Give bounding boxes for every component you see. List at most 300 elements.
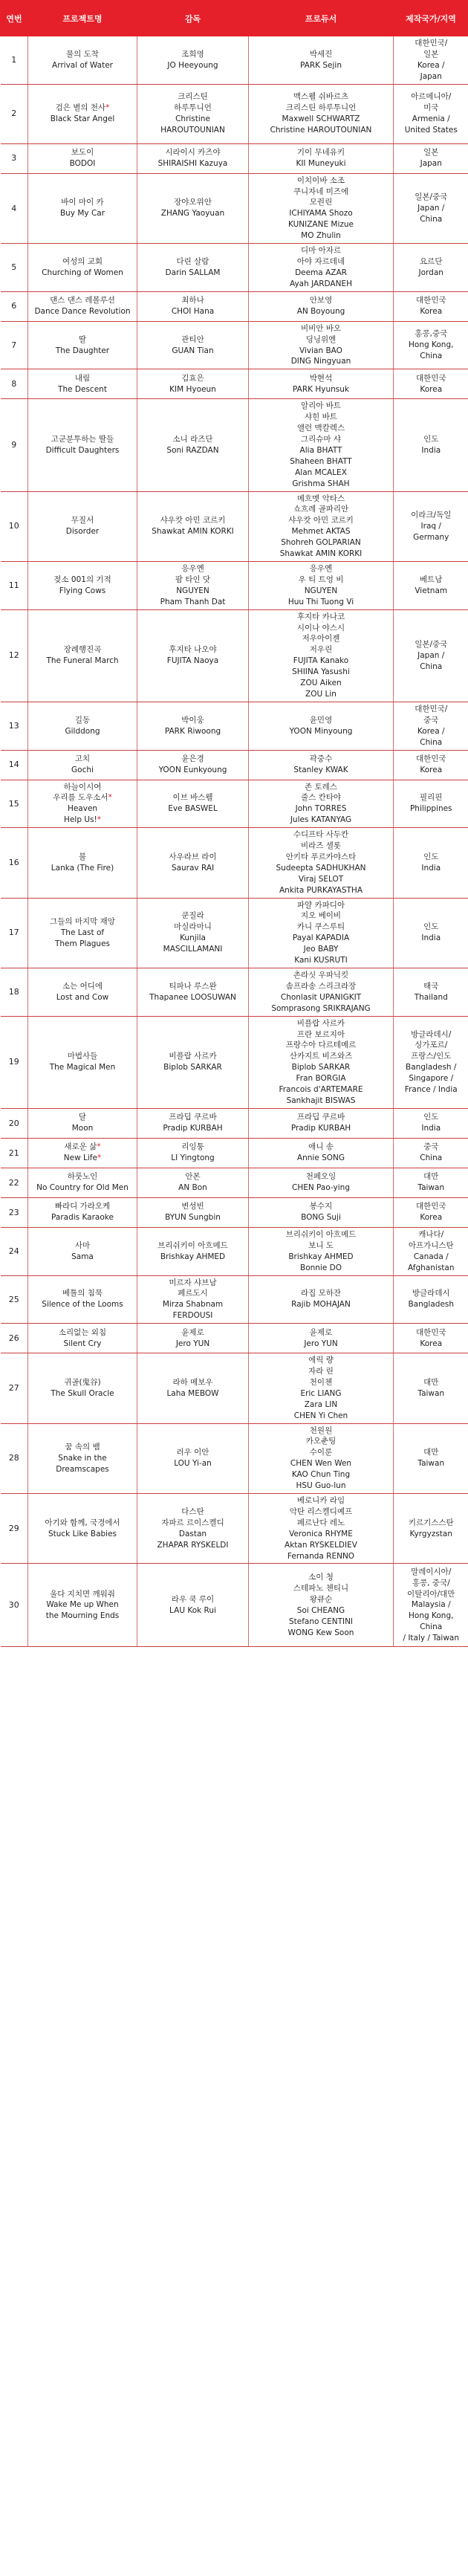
project-title-line: Sama bbox=[71, 1252, 94, 1261]
producer-line: Brishkay AHMED bbox=[288, 1252, 354, 1261]
table-row bbox=[1, 143, 468, 173]
country-cell bbox=[394, 399, 468, 491]
country-line: Malaysia / bbox=[411, 1600, 451, 1610]
country-line: 일본 bbox=[423, 49, 439, 59]
producer-line: PARK Sejin bbox=[300, 60, 342, 70]
director-cell bbox=[137, 1423, 249, 1493]
country-line: China bbox=[420, 1153, 443, 1163]
country-cell bbox=[394, 321, 468, 369]
producer-cell bbox=[249, 321, 394, 369]
country-line: 대만 bbox=[423, 1172, 439, 1182]
table-row bbox=[1, 1227, 468, 1275]
producer-line: 샤우캇 아민 코르키 bbox=[288, 516, 354, 525]
project-title-line: 우리를 도우소서* bbox=[53, 793, 112, 803]
project-title-line: Gochi bbox=[71, 766, 94, 774]
director-line: 라우 쿡 루이 bbox=[171, 1595, 215, 1605]
project-title-cell bbox=[28, 369, 137, 399]
country-line: 아프가니스탄 bbox=[408, 1240, 454, 1250]
table-row bbox=[1, 1275, 468, 1324]
country-cell bbox=[394, 1275, 468, 1324]
country-line: Iraq / bbox=[420, 521, 441, 531]
project-title-line: 하룻노인 bbox=[67, 1172, 98, 1182]
table-row bbox=[1, 491, 468, 561]
country-line: 대한민국 bbox=[415, 373, 446, 383]
country-line: 대한민국 bbox=[415, 1327, 446, 1337]
table-header-row bbox=[1, 1, 468, 36]
director-cell bbox=[137, 780, 249, 828]
producer-line: 후지타 카나코 bbox=[296, 612, 345, 621]
number-cell: 13 bbox=[1, 702, 28, 750]
producer-line: Rajib MOHAJAN bbox=[291, 1300, 351, 1310]
producer-cell bbox=[249, 1016, 394, 1108]
director-line: 사우라브 라이 bbox=[169, 852, 217, 861]
producer-line: 산카지트 비즈와즈 bbox=[289, 1052, 353, 1061]
number-cell: 26 bbox=[1, 1324, 28, 1353]
project-title-cell bbox=[28, 321, 137, 369]
director-line: 리잉퉁 bbox=[181, 1142, 204, 1152]
director-cell bbox=[137, 369, 249, 399]
producer-cell bbox=[249, 1275, 394, 1324]
country-cell bbox=[394, 1353, 468, 1423]
number-cell: 22 bbox=[1, 1168, 28, 1197]
producer-line: Jules KATANYAG bbox=[290, 815, 352, 825]
country-line: Bangladesh / bbox=[406, 1063, 457, 1072]
producer-line: FUJITA Kanako bbox=[293, 656, 349, 666]
number-cell: 6 bbox=[1, 291, 28, 321]
country-line: 아르메니아/ bbox=[411, 92, 452, 102]
producer-cell bbox=[249, 291, 394, 321]
producer-line: 애니 송 bbox=[308, 1142, 334, 1152]
producer-line: Shohreh GOLPARIAN bbox=[281, 538, 361, 548]
country-line: Korea bbox=[420, 384, 443, 394]
producer-line: Chonlasit UPANIGKIT bbox=[280, 992, 362, 1002]
country-line: Singapore / bbox=[409, 1074, 454, 1084]
director-line: 안본 bbox=[185, 1172, 201, 1182]
producer-line: Sudeepta SADHUKHAN bbox=[276, 863, 366, 873]
producer-line: 카니 쿠스루티 bbox=[296, 922, 345, 932]
table-row bbox=[1, 828, 468, 898]
table-row bbox=[1, 291, 468, 321]
country-line: Korea / bbox=[417, 60, 445, 70]
country-line: 대한민국/ bbox=[415, 39, 448, 48]
director-line: PARK Riwoong bbox=[164, 726, 221, 736]
director-line: 최하나 bbox=[181, 296, 204, 305]
director-cell bbox=[137, 321, 249, 369]
asterisk-mark: * bbox=[105, 103, 110, 113]
country-cell bbox=[394, 968, 468, 1017]
country-cell bbox=[394, 1227, 468, 1275]
header-country: 제작국가/지역 bbox=[394, 1, 468, 36]
director-line: 윤은경 bbox=[181, 754, 204, 764]
director-cell bbox=[137, 968, 249, 1017]
producer-line: Pradip KURBAH bbox=[290, 1124, 351, 1133]
table-row bbox=[1, 1197, 468, 1227]
country-cell bbox=[394, 244, 468, 292]
project-title-line: 불 bbox=[78, 852, 87, 861]
producer-line: 모줜린 bbox=[309, 198, 333, 207]
producer-line: 샤힌 바트 bbox=[305, 412, 337, 422]
director-line: 변성빈 bbox=[181, 1202, 204, 1211]
producer-line: 알리아 바트 bbox=[300, 401, 342, 411]
number-cell: 1 bbox=[1, 36, 28, 85]
number-cell: 12 bbox=[1, 609, 28, 702]
producer-line: Fernanda RENNO bbox=[287, 1551, 355, 1561]
director-cell bbox=[137, 1324, 249, 1353]
producer-cell bbox=[249, 609, 394, 702]
producer-cell bbox=[249, 1227, 394, 1275]
director-line: 김효은 bbox=[181, 373, 204, 383]
director-line: NGUYEN bbox=[176, 586, 209, 595]
producer-line: Aktan RYSKELDIEV bbox=[285, 1540, 357, 1550]
project-title-line: 꿈 속의 뱀 bbox=[65, 1442, 100, 1452]
project-title-line: The Last of bbox=[60, 928, 105, 937]
project-title-cell bbox=[28, 828, 137, 898]
table-row bbox=[1, 1353, 468, 1423]
producer-line: 보니 도 bbox=[308, 1240, 334, 1250]
director-cell bbox=[137, 1494, 249, 1564]
producer-line: Bonnie DO bbox=[299, 1263, 342, 1272]
project-title-line: 검은 별의 천사* bbox=[55, 103, 110, 113]
project-title-line: 장례행진곡 bbox=[63, 645, 102, 655]
producer-line: Sankhajit BISWAS bbox=[286, 1096, 356, 1105]
project-title-line: Silent Cry bbox=[63, 1339, 102, 1348]
country-cell bbox=[394, 1197, 468, 1227]
table-row bbox=[1, 321, 468, 369]
table-row bbox=[1, 1168, 468, 1197]
director-line: 소니 라즈단 bbox=[172, 435, 213, 444]
number-cell: 23 bbox=[1, 1197, 28, 1227]
director-cell bbox=[137, 399, 249, 491]
country-line: 이탈리아/대만 bbox=[407, 1589, 455, 1599]
producer-cell bbox=[249, 1564, 394, 1647]
producer-line: 딩닝위엔 bbox=[305, 334, 337, 344]
country-line: Korea bbox=[420, 1339, 443, 1348]
producer-line: 프랑수아 다르테메르 bbox=[285, 1041, 357, 1050]
producer-line: 브리쉬키이 아흐메드 bbox=[285, 1229, 357, 1239]
director-line: 팜 타인 닷 bbox=[175, 575, 211, 584]
producer-line: Stanley KWAK bbox=[293, 766, 348, 774]
producer-line: John TORRES bbox=[295, 804, 347, 814]
producer-line: 안보영 bbox=[309, 296, 333, 305]
table-row bbox=[1, 702, 468, 750]
producer-line: 천페오잉 bbox=[305, 1172, 337, 1182]
director-line: 샤우캇 아민 코르키 bbox=[160, 516, 226, 525]
country-cell bbox=[394, 898, 468, 968]
director-cell bbox=[137, 36, 249, 85]
director-line: 비플랍 사르카 bbox=[169, 1052, 217, 1061]
director-line: 브리쉬키이 아흐메드 bbox=[157, 1240, 228, 1250]
producer-line: KUNIZANE Mizue bbox=[287, 220, 354, 230]
header-producer: 프로듀서 bbox=[249, 1, 394, 36]
producer-line: 수이룬 bbox=[309, 1448, 333, 1457]
producer-line: 소이 청 bbox=[308, 1573, 334, 1582]
country-line: 대만 bbox=[423, 1448, 439, 1457]
director-line: YOON Eunkyoung bbox=[158, 766, 227, 774]
director-line: 자파르 르이스켈디 bbox=[161, 1518, 224, 1527]
project-title-line: 딸 bbox=[78, 334, 87, 344]
director-line: 티파나 루스완 bbox=[169, 981, 217, 991]
producer-cell bbox=[249, 702, 394, 750]
table-row bbox=[1, 750, 468, 780]
country-line: Hong Kong, bbox=[409, 340, 454, 350]
country-line: China bbox=[420, 661, 443, 671]
project-title-cell bbox=[28, 1423, 137, 1493]
project-title-line: The Descent bbox=[58, 384, 107, 394]
producer-line: Alan MCALEX bbox=[295, 467, 347, 477]
country-line: Japan / bbox=[417, 650, 445, 660]
number-cell: 21 bbox=[1, 1138, 28, 1168]
producer-line: Ankita PURKAYASTHA bbox=[279, 885, 363, 895]
project-title-cell bbox=[28, 1275, 137, 1324]
country-line: Taiwan bbox=[417, 1388, 445, 1398]
producer-line: Zara LIN bbox=[304, 1399, 338, 1409]
producer-cell bbox=[249, 1494, 394, 1564]
project-title-cell bbox=[28, 84, 137, 143]
director-line: ZHANG Yaoyuan bbox=[160, 209, 225, 219]
producer-cell bbox=[249, 750, 394, 780]
asterisk-mark: * bbox=[97, 1142, 101, 1152]
project-title-line: Moon bbox=[71, 1124, 94, 1133]
director-line: Eve BASWEL bbox=[168, 804, 218, 814]
producer-line: Ayah JARDANEH bbox=[290, 279, 352, 288]
country-line: 말레이시아/ bbox=[411, 1567, 452, 1576]
project-title-cell bbox=[28, 143, 137, 173]
country-cell bbox=[394, 36, 468, 85]
producer-line: Jeo BABY bbox=[303, 945, 339, 954]
producer-line: 스테파노 첸티니 bbox=[293, 1584, 349, 1593]
producer-line: 비비안 바오 bbox=[300, 323, 342, 333]
asterisk-mark: * bbox=[108, 793, 112, 803]
project-title-line: BODOI bbox=[69, 159, 96, 169]
project-title-cell bbox=[28, 491, 137, 561]
project-title-cell bbox=[28, 780, 137, 828]
producer-cell bbox=[249, 968, 394, 1017]
producer-line: 시이나 야스시 bbox=[296, 623, 345, 632]
country-line: India bbox=[421, 863, 441, 873]
table-row bbox=[1, 898, 468, 968]
project-title-line: Dance Dance Revolution bbox=[34, 307, 131, 317]
producer-line: Huu Thi Tuong Vi bbox=[287, 597, 354, 606]
director-line: 박이웅 bbox=[181, 715, 204, 725]
director-line: 크리스틴 bbox=[178, 92, 208, 102]
producer-line: PARK Hyunsuk bbox=[293, 384, 349, 394]
producer-line: 곽중수 bbox=[309, 754, 333, 764]
country-cell bbox=[394, 1168, 468, 1197]
country-line: 인도 bbox=[423, 922, 439, 932]
country-line: China bbox=[420, 1622, 443, 1632]
number-cell: 11 bbox=[1, 562, 28, 610]
country-line: Taiwan bbox=[417, 1459, 445, 1469]
number-cell: 15 bbox=[1, 780, 28, 828]
project-title-line: 소는 어디에 bbox=[62, 981, 103, 991]
director-line: FUJITA Naoya bbox=[166, 656, 219, 666]
table-row bbox=[1, 1494, 468, 1564]
director-line: Mirza Shabnam bbox=[162, 1300, 224, 1310]
project-title-line: Churching of Women bbox=[42, 268, 123, 277]
producer-line: 자라 린 bbox=[308, 1367, 334, 1376]
producer-cell bbox=[249, 399, 394, 491]
country-line: 대한민국 bbox=[415, 1202, 446, 1211]
table-row bbox=[1, 968, 468, 1017]
director-cell bbox=[137, 1353, 249, 1423]
producer-line: 파얄 카파디아 bbox=[296, 900, 345, 910]
producer-line: ZOU Lin bbox=[305, 689, 337, 699]
producer-line: Annie SONG bbox=[296, 1153, 345, 1163]
director-line: Brishkay AHMED bbox=[160, 1252, 226, 1261]
country-line: India bbox=[421, 1124, 441, 1133]
producer-line: Shaheen BHATT bbox=[290, 456, 352, 466]
project-title-line: 달 bbox=[78, 1113, 87, 1122]
project-title-cell bbox=[28, 968, 137, 1017]
producer-line: 그리슈마 샤 bbox=[300, 435, 342, 444]
country-line: 베트남 bbox=[420, 575, 443, 584]
country-cell bbox=[394, 1324, 468, 1353]
director-cell bbox=[137, 143, 249, 173]
project-title-line: Stuck Like Babies bbox=[48, 1529, 117, 1538]
producer-line: ICHIYAMA Shozo bbox=[289, 209, 353, 219]
country-cell bbox=[394, 1108, 468, 1138]
table-row bbox=[1, 1108, 468, 1138]
director-line: Darin SALLAM bbox=[165, 268, 221, 277]
country-cell bbox=[394, 84, 468, 143]
project-title-line: Wake Me up When bbox=[46, 1600, 119, 1610]
director-line: AN Bon bbox=[178, 1183, 207, 1193]
country-line: 싱가포르/ bbox=[415, 1041, 448, 1050]
producer-line: Christine HAROUTOUNIAN bbox=[270, 126, 372, 135]
project-title-line: 여성의 교회 bbox=[62, 256, 103, 266]
producer-line: 박현석 bbox=[309, 373, 333, 383]
project-title-line: Difficult Daughters bbox=[45, 445, 120, 455]
producer-line: 박세진 bbox=[309, 49, 333, 59]
project-title-cell bbox=[28, 1227, 137, 1275]
producer-line: SHIINA Yasushi bbox=[292, 667, 350, 677]
director-cell bbox=[137, 244, 249, 292]
director-line: SHIRAISHI Kazuya bbox=[157, 159, 228, 169]
director-line: MASCILLAMANI bbox=[163, 945, 223, 954]
number-cell: 25 bbox=[1, 1275, 28, 1324]
project-title-line: the Mourning Ends bbox=[45, 1611, 120, 1621]
producer-line: NGUYEN bbox=[304, 586, 338, 595]
producer-cell bbox=[249, 143, 394, 173]
producer-line: HSU Guo-lun bbox=[296, 1481, 346, 1491]
producer-line: Fran BORGIA bbox=[296, 1074, 346, 1084]
director-line: GUAN Tian bbox=[172, 346, 214, 355]
director-line: HAROUTOUNIAN bbox=[160, 126, 225, 135]
director-cell bbox=[137, 702, 249, 750]
producer-cell bbox=[249, 173, 394, 243]
country-cell bbox=[394, 1016, 468, 1108]
director-line: Biplob SARKAR bbox=[163, 1063, 222, 1072]
producer-line: 프라딥 쿠르바 bbox=[296, 1113, 345, 1122]
project-title-cell bbox=[28, 1168, 137, 1197]
country-line: France / India bbox=[404, 1085, 458, 1095]
producer-line: 페르난다 레노 bbox=[296, 1518, 345, 1527]
project-title-line: 고치 bbox=[74, 754, 91, 764]
project-title-line: The Magical Men bbox=[49, 1063, 116, 1072]
producer-line: CHEN Pao-ying bbox=[291, 1183, 351, 1193]
country-line: 홍콩, 중국/ bbox=[412, 1578, 450, 1588]
country-line: China bbox=[420, 214, 443, 224]
director-line: 쿤질라 bbox=[181, 911, 204, 921]
producer-line: 윤제로 bbox=[309, 1327, 333, 1337]
country-line: Philippines bbox=[409, 804, 452, 814]
country-line: Japan bbox=[420, 71, 442, 81]
country-cell bbox=[394, 1494, 468, 1564]
number-cell: 18 bbox=[1, 968, 28, 1017]
header-director: 감독 bbox=[137, 1, 249, 36]
number-cell: 14 bbox=[1, 750, 28, 780]
producer-line: CHEN Yi Chen bbox=[293, 1411, 348, 1420]
producer-line: 아야 자르데네 bbox=[296, 256, 345, 266]
number-cell: 7 bbox=[1, 321, 28, 369]
director-line: Dastan bbox=[178, 1529, 207, 1538]
director-cell bbox=[137, 609, 249, 702]
project-title-line: 베틀의 침묵 bbox=[62, 1289, 103, 1298]
country-line: Thailand bbox=[414, 992, 448, 1002]
producer-line: 윤민영 bbox=[309, 715, 333, 725]
producer-line: KII Muneyuki bbox=[296, 159, 346, 169]
director-line: BYUN Sungbin bbox=[165, 1213, 221, 1223]
country-line: Armenia / bbox=[412, 114, 450, 124]
country-line: Kyrgyzstan bbox=[409, 1529, 453, 1538]
country-cell bbox=[394, 562, 468, 610]
country-line: Canada / bbox=[413, 1252, 449, 1261]
country-line: Japan / bbox=[417, 203, 445, 213]
producer-line: MO Zhulin bbox=[301, 231, 341, 241]
producer-line: BONG Suji bbox=[301, 1213, 341, 1223]
country-line: Jordan bbox=[418, 268, 443, 277]
director-line: 윤제로 bbox=[181, 1327, 204, 1337]
director-line: Jero YUN bbox=[175, 1339, 210, 1348]
country-line: Taiwan bbox=[417, 1183, 445, 1193]
country-line: 인도 bbox=[423, 1113, 439, 1122]
director-line: 시라이시 카즈야 bbox=[165, 148, 221, 158]
producer-line: 쿠니자네 미즈에 bbox=[293, 187, 349, 196]
project-title-line: 고군분투하는 딸들 bbox=[51, 435, 114, 444]
country-line: 키르기스스탄 bbox=[408, 1518, 454, 1527]
project-title-line: 댄스 댄스 레볼루션 bbox=[50, 296, 115, 305]
project-title-cell bbox=[28, 1197, 137, 1227]
country-line: 일본/중국 bbox=[415, 192, 448, 201]
director-line: Saurav RAI bbox=[171, 863, 215, 873]
director-line: Thapanee LOOSUWAN bbox=[149, 992, 236, 1002]
project-title-line: 바이 마이 카 bbox=[61, 198, 104, 207]
producer-line: 우 티 트엉 비 bbox=[298, 575, 344, 584]
producer-cell bbox=[249, 1108, 394, 1138]
project-title-line: No Country for Old Men bbox=[36, 1183, 129, 1193]
number-cell: 9 bbox=[1, 399, 28, 491]
producer-cell bbox=[249, 898, 394, 968]
director-cell bbox=[137, 1197, 249, 1227]
producer-line: Jero YUN bbox=[304, 1339, 338, 1348]
project-title-cell bbox=[28, 609, 137, 702]
director-cell bbox=[137, 84, 249, 143]
country-line: China bbox=[420, 351, 443, 360]
project-title-line: Dreamscapes bbox=[56, 1464, 109, 1474]
director-line: CHOI Hana bbox=[171, 307, 215, 317]
country-line: 미국 bbox=[423, 103, 439, 113]
director-line: 후지타 나오야 bbox=[169, 645, 217, 655]
project-title-line: Lost and Cow bbox=[56, 992, 109, 1002]
country-cell bbox=[394, 1138, 468, 1168]
project-title-line: 새로운 삶* bbox=[64, 1142, 101, 1152]
director-line: Laha MEBOW bbox=[166, 1388, 219, 1398]
producer-line: KAO Chun Ting bbox=[291, 1470, 351, 1480]
country-line: 캐나다/ bbox=[418, 1229, 444, 1239]
country-line: 일본 bbox=[423, 148, 439, 158]
project-title-line: The Skull Oracle bbox=[51, 1388, 114, 1398]
project-title-line: 사마 bbox=[74, 1240, 91, 1250]
